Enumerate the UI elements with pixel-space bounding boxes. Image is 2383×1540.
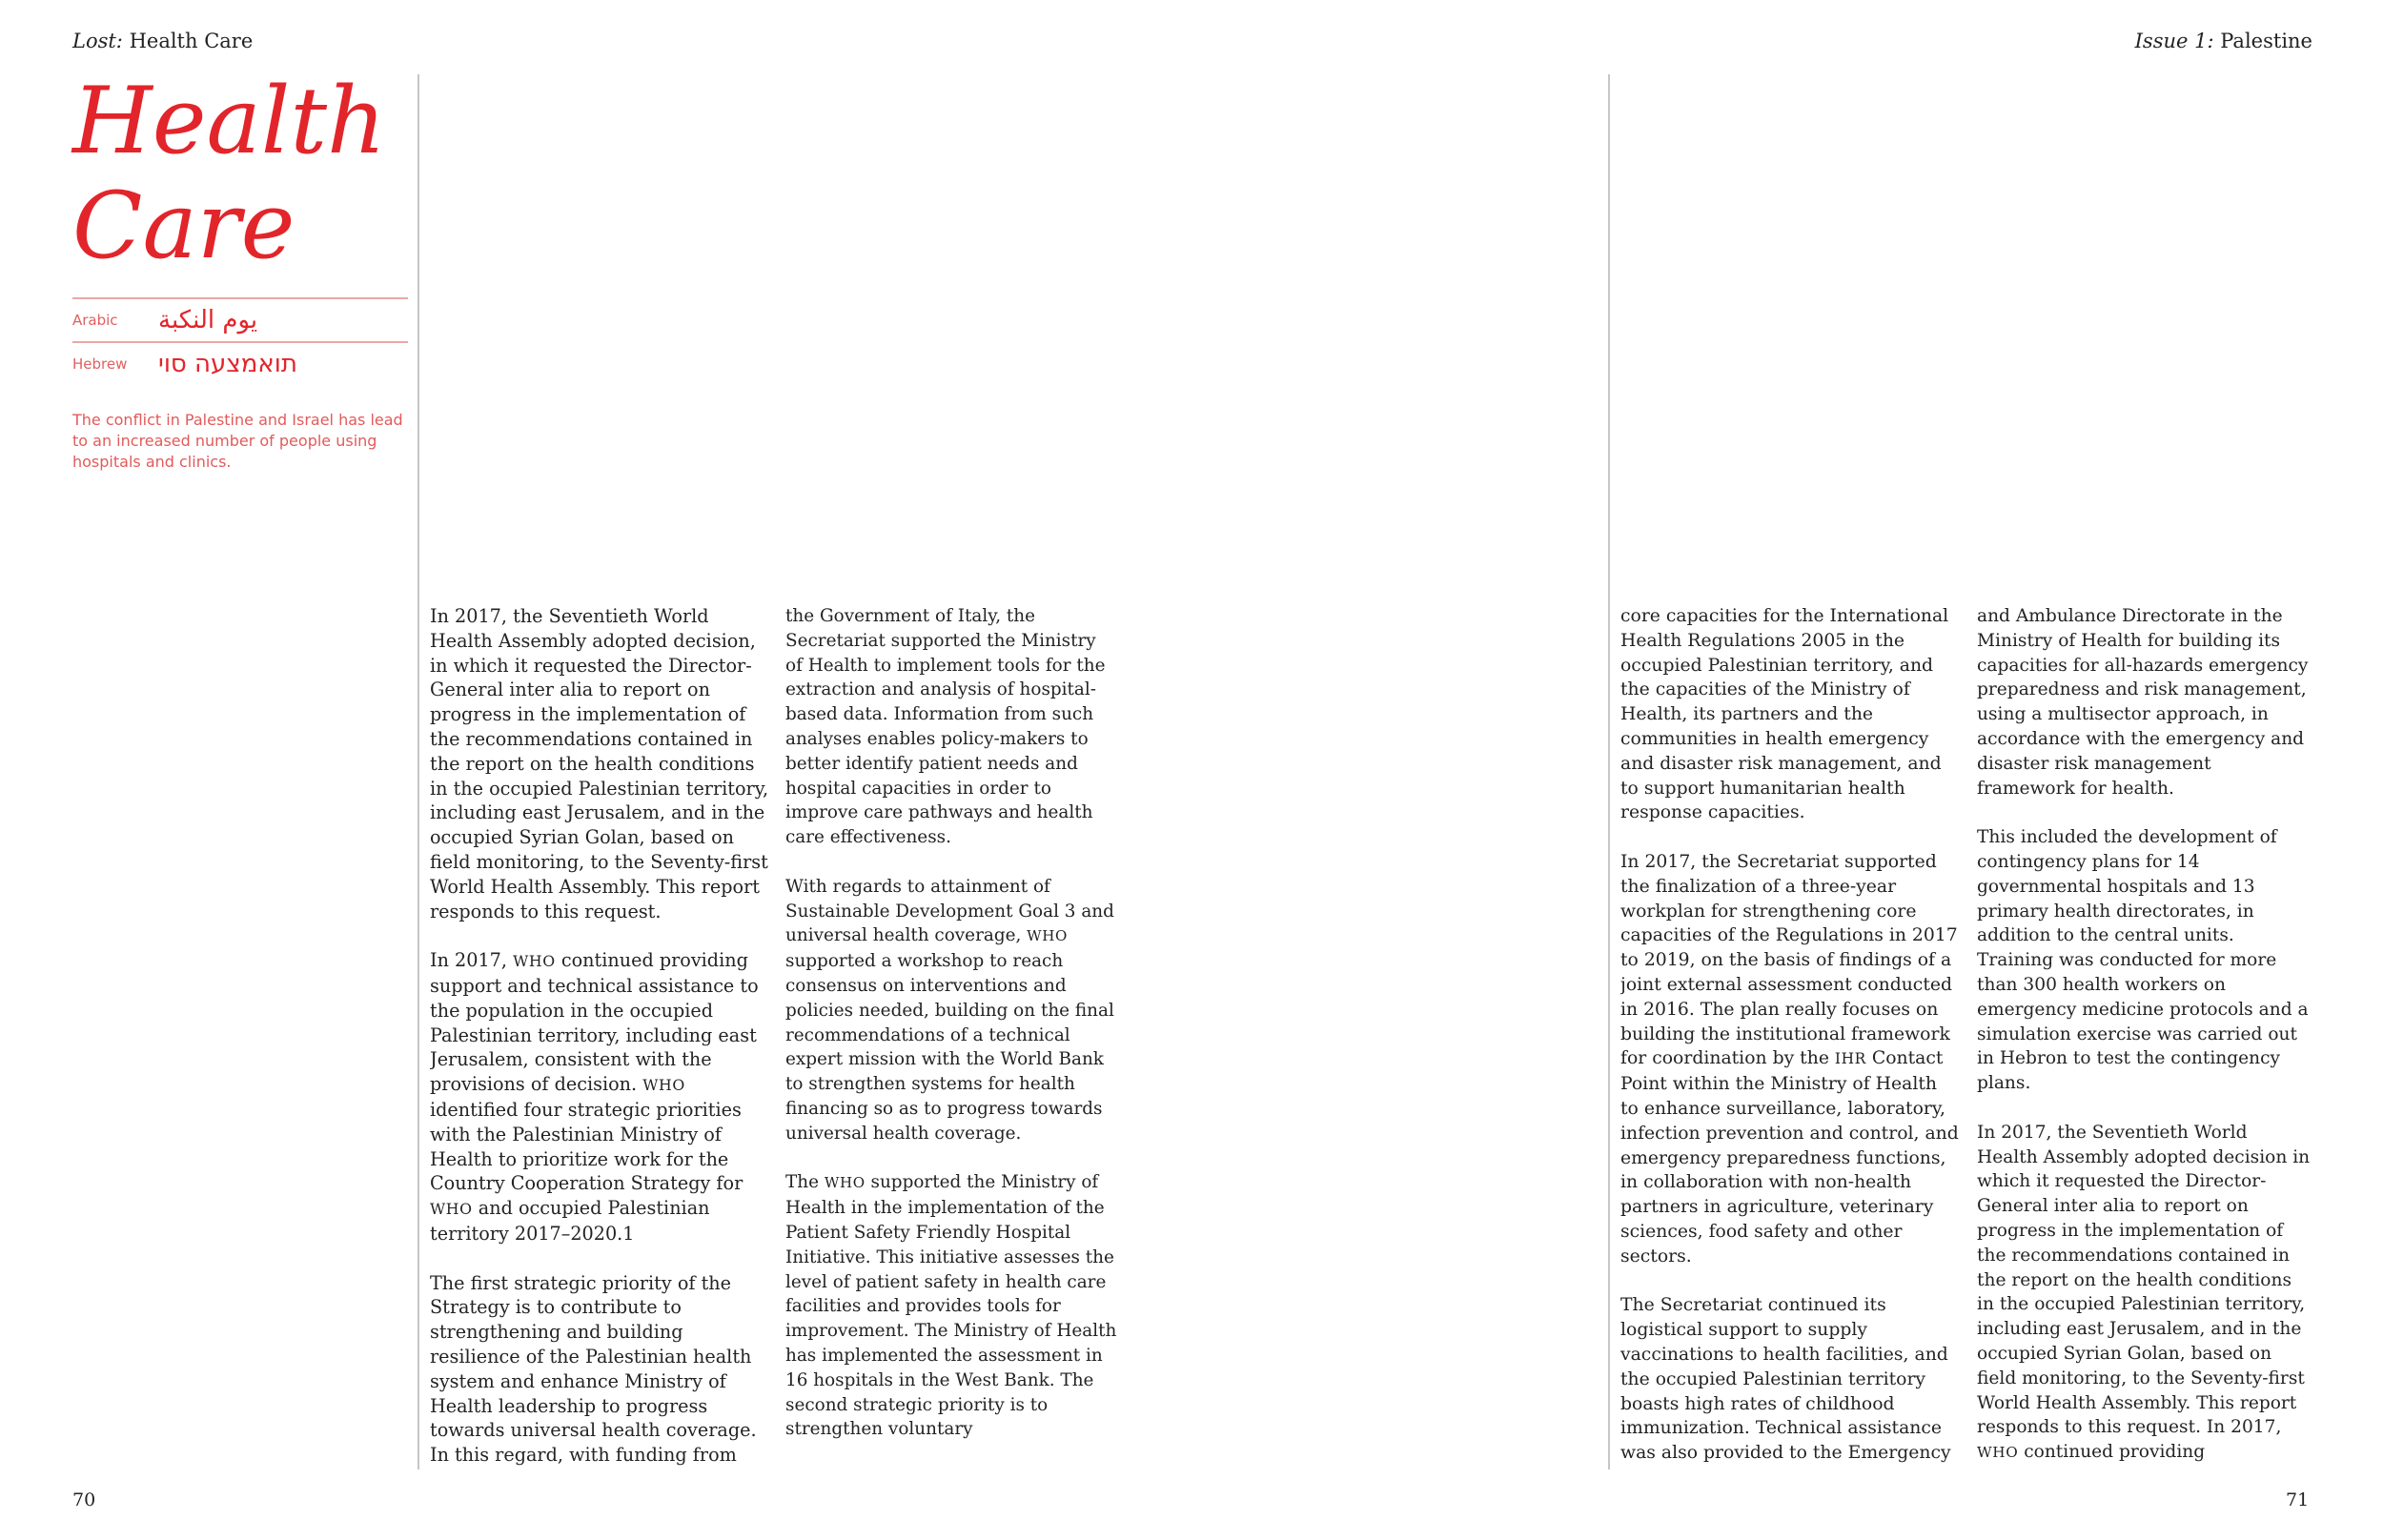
paragraph: This included the development of contingency plans for 14 governmental hospitals and 13 primary health directorates, in addition to the central units. Training was conducted for more than 300 health workers on emergency medicine protocols and a simulation exercise was carried out in Hebron to test the contingency plans. — [1977, 827, 2309, 1094]
term-word: ﻳﻮﻡ ﺍﻟﻨﻜﺒﺔ — [158, 306, 258, 334]
running-head-right — [2135, 27, 2312, 55]
term-language: Arabic — [72, 312, 118, 329]
running-head-left — [72, 27, 253, 55]
column-divider-right — [1608, 74, 1610, 1469]
paragraph: In 2017, the Seventieth World Health Assembly adopted decision, in which it requested the Director-General inter alia to report on progress in the implementation of the recommendations contained in the report on the health conditions in the occupied Palestinian territory, including east Jerusalem, and in the occupied Syrian Golan, based on field monitoring, to the Seventy-first World Health Assembly. This report responds to this request. — [430, 605, 769, 922]
running-head-series: Lost: — [72, 30, 123, 52]
page-number-right: 71 — [2286, 1489, 2310, 1510]
paragraph: The Secretariat continued its logistical support to supply vaccinations to health facilities, and the occupied Palestinian territory boasts high rates of childhood immunization. Technical assistance was also provided to the Emergency — [1620, 1295, 1951, 1464]
page-title — [72, 69, 408, 278]
body-column-1 — [430, 604, 769, 1469]
body-column-4 — [1977, 604, 2312, 1469]
intro-text: The conflict in Palestine and Israel has lead to an increased number of people using hospitals and clinics. — [72, 411, 403, 471]
paragraph: The first strategic priority of the Strategy is to contribute to strengthening and building resilience of the Palestinian health system and enhance Ministry of Health leadership to progress towards universal health coverage. In this regard, with funding from — [430, 1271, 757, 1467]
paragraph: In 2017, the Seventieth World Health Assembly adopted decision in which it requested the Director-General inter alia to report on progress in the implementation of the recommendations contained in the report on the health conditions in the occupied Palestinian territory, including east Jerusalem, and in the occupied Syrian Golan, based on field monitoring, to the Seventy-first World Health Assembly. This report responds to this request. In 2017, WHO continued providing — [1977, 1122, 2311, 1463]
running-head-issue: Issue 1: — [2134, 30, 2214, 52]
body-column-3 — [1620, 604, 1960, 1469]
column-divider-left — [418, 74, 419, 1469]
paragraph: In 2017, WHO continued providing support and technical assistance to the population in the occupied Palestinian territory, including east Jerusalem, consistent with the provisions of decision. WHO identified four strategic priorities with the Palestinian Ministry of Health to prioritize work for the Country Cooperation Strategy for WHO and occupied Palestinian territory 2017–2020.1 — [430, 949, 759, 1245]
term-row-hebrew — [72, 341, 408, 385]
running-head-section: Health Care — [129, 30, 254, 52]
paragraph: the Government of Italy, the Secretariat supported the Ministry of Health to implement tools for the extraction and analysis of hospital-based data. Information from such analyses enables policy-makers to better identify patient needs and hospital capacities in order to improve care pathways and health care effectiveness. — [785, 606, 1106, 848]
paragraph: The WHO supported the Ministry of Health in the implementation of the Patient Safety Friendly Hospital Initiative. This initiative assesses the level of patient safety in health care facilities and provides tools for improvement. The Ministry of Health has implemented the assessment in 16 hospitals in the West Bank. The second strategic priority is to strengthen voluntary — [785, 1172, 1117, 1440]
paragraph: With regards to attainment of Sustainable Development Goal 3 and universal health coverage, WHO supported a workshop to reach consensus on interventions and policies needed, building on the final recommendations of a technical expert mission with the World Bank to strengthen systems for health financing so as to progress towards universal health coverage. — [785, 876, 1114, 1144]
paragraph: and Ambulance Directorate in the Ministry of Health for building its capacities for all-hazards emergency preparedness and risk management, using a multisector approach, in accordance with the emergency and disaster risk management framework for health. — [1977, 606, 2309, 799]
term-word: תואמצעה סוי — [158, 350, 297, 378]
title-line-1: Health — [72, 68, 386, 174]
running-head-region: Palestine — [2220, 30, 2312, 52]
sidebar — [72, 69, 408, 473]
paragraph: In 2017, the Secretariat supported the finalization of a three-year workplan for strengthening core capacities of the Regulations in 2017 to 2019, on the basis of findings of a joint external assessment conducted in 2016. The plan really focuses on building the institutional framework for coordination by the IHR Contact Point within the Ministry of Health to enhance surveillance, laboratory, infection prevention and control, and emergency preparedness functions, in collaboration with non-health partners in agriculture, veterinary sciences, food safety and other sectors. — [1620, 851, 1959, 1266]
title-line-2: Care — [72, 172, 295, 279]
term-row-arabic — [72, 297, 408, 341]
term-language: Hebrew — [72, 355, 128, 373]
page-number-left: 70 — [72, 1489, 96, 1510]
body-column-2 — [785, 604, 1117, 1469]
paragraph: core capacities for the International Health Regulations 2005 in the occupied Palestinian territory, and the capacities of the Ministry of Health, its partners and the communities in health emergency and disaster risk management, and to support humanitarian health response capacities. — [1620, 606, 1949, 823]
